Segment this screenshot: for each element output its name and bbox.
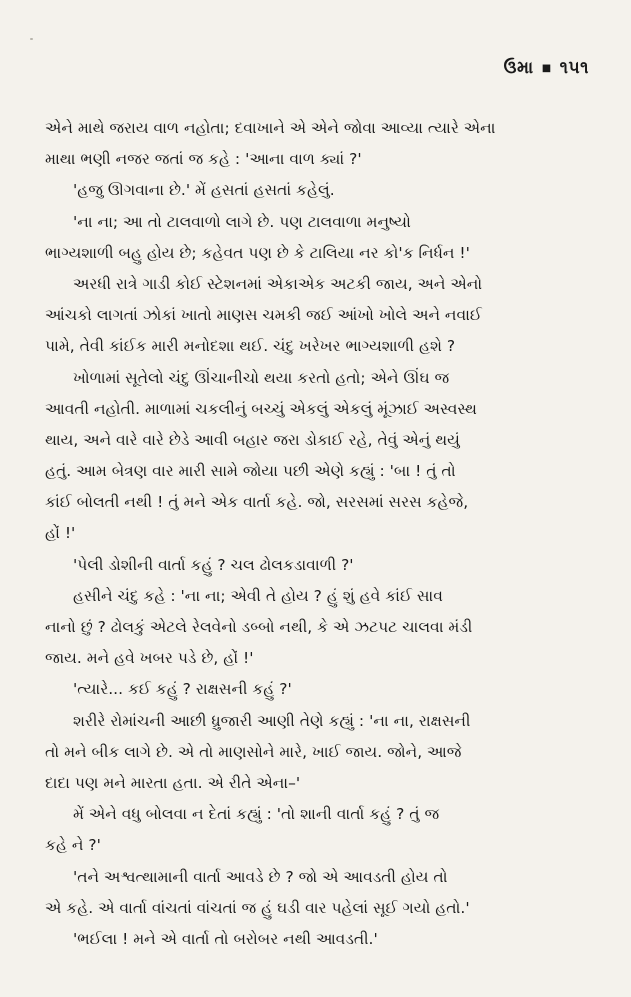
chapter-title: ઉમા <box>503 58 534 78</box>
text-line: 'ના ના; આ તો ટાલવાળો લાગે છે. પણ ટાલવાળા મનુષ્યો <box>73 212 411 231</box>
text-line: માથા ભણી નજર જતાં જ કહે : 'આના વાળ ક્યાં ?' <box>45 150 362 169</box>
text-line: કહે ને ?' <box>45 836 101 855</box>
text-line: થાય, અને વારે વારે છેડે આવી બહાર જરા ડોકાઈ રહે, તેવું એનું થયું <box>45 430 460 449</box>
text-line: કાંઈ બોલતી નથી ! તું મને એક વાર્તા કહે. જો, સરસમાં સરસ કહેજે, <box>45 493 469 512</box>
text-line: આવતી નહોતી. માળામાં ચકલીનું બચ્ચું એકલું એકલું મૂંઝાઈ અસ્વસ્થ <box>45 399 477 418</box>
body-text <box>45 113 585 955</box>
bullet-separator: ■ <box>541 62 552 74</box>
text-line: 'પેલી ડોશીની વાર્તા કહું ? ચલ ઢોલકડાવાળી ?' <box>73 555 354 574</box>
text-line: હોં !' <box>45 524 76 543</box>
text-line: દાદા પણ મને મારતા હતા. એ રીતે એના–' <box>45 773 301 792</box>
text-line: જાય. મને હવે ખબર પડે છે, હોં !' <box>45 649 254 668</box>
paper-speck <box>30 38 33 40</box>
text-line: 'ભઈલા ! મને એ વાર્તા તો બરોબર નથી આવડતી.' <box>73 929 378 948</box>
text-line: પામે, તેવી કાંઈક મારી મનોદશા થઈ. ચંદુ ખરેખર ભાગ્યશાળી હશે ? <box>45 337 456 356</box>
running-header <box>504 58 589 78</box>
text-line: નાનો છું ? ઢોલકું એટલે રેલવેનો ડબ્બો નથી, કે એ ઝટપટ ચાલવા મંડી <box>45 618 473 636</box>
text-line: 'ત્યારે... કઈ કહું ? રાક્ષસની કહું ?' <box>73 680 292 699</box>
text-line: મેં એને વધુ બોલવા ન દેતાં કહ્યું : 'તો શાની વાર્તા કહું ? તું જ <box>73 805 440 824</box>
text-line: અરધી રાત્રે ગાડી કોઈ સ્ટેશનમાં એકાએક અટકી જાય, અને એનો <box>73 274 483 293</box>
text-line: 'હજુ ઊગવાના છે.' મેં હસતાં હસતાં કહેલું. <box>73 181 335 200</box>
text-line: શરીરે રોમાંચની આછી ધ્રુજારી આણી તેણે કહ્યું : 'ના ના, રાક્ષસની <box>73 711 471 730</box>
page-number: ૧૫૧ <box>559 58 589 78</box>
text-line: ભાગ્યશાળી બહુ હોય છે; કહેવત પણ છે કે ટાલિયા નર કો'ક નિર્ધન !' <box>45 243 470 262</box>
text-line: હતું. આમ બેત્રણ વાર મારી સામે જોયા પછી એણે કહ્યું : 'બા ! તું તો <box>45 462 456 481</box>
text-line: એ કહે. એ વાર્તા વાંચતાં વાંચતાં જ હું ઘડી વાર પહેલાં સૂઈ ગયો હતો.' <box>45 898 470 917</box>
text-line: 'તને અશ્વત્થામાની વાર્તા આવડે છે ? જો એ આવડતી હોય તો <box>73 867 448 886</box>
text-line: ખોળામાં સૂતેલો ચંદુ ઊંચાનીચો થયા કરતો હતો; એને ઊંઘ જ <box>73 368 450 387</box>
text-line: તો મને બીક લાગે છે. એ તો માણસોને મારે, ખાઈ જાય. જોને, આજે <box>45 742 462 761</box>
text-line: હસીને ચંદુ કહે : 'ના ના; એવી તે હોય ? હું શું હવે કાંઈ સાવ <box>73 586 443 605</box>
text-line: આંચકો લાગતાં ઝોકાં ખાતો માણસ ચમકી જઈ આંખો ખોલે અને નવાઈ <box>45 306 482 325</box>
text-line: એને માથે જરાય વાળ નહોતા; દવાખાને એ એને જોવા આવ્યા ત્યારે એના <box>45 119 496 137</box>
